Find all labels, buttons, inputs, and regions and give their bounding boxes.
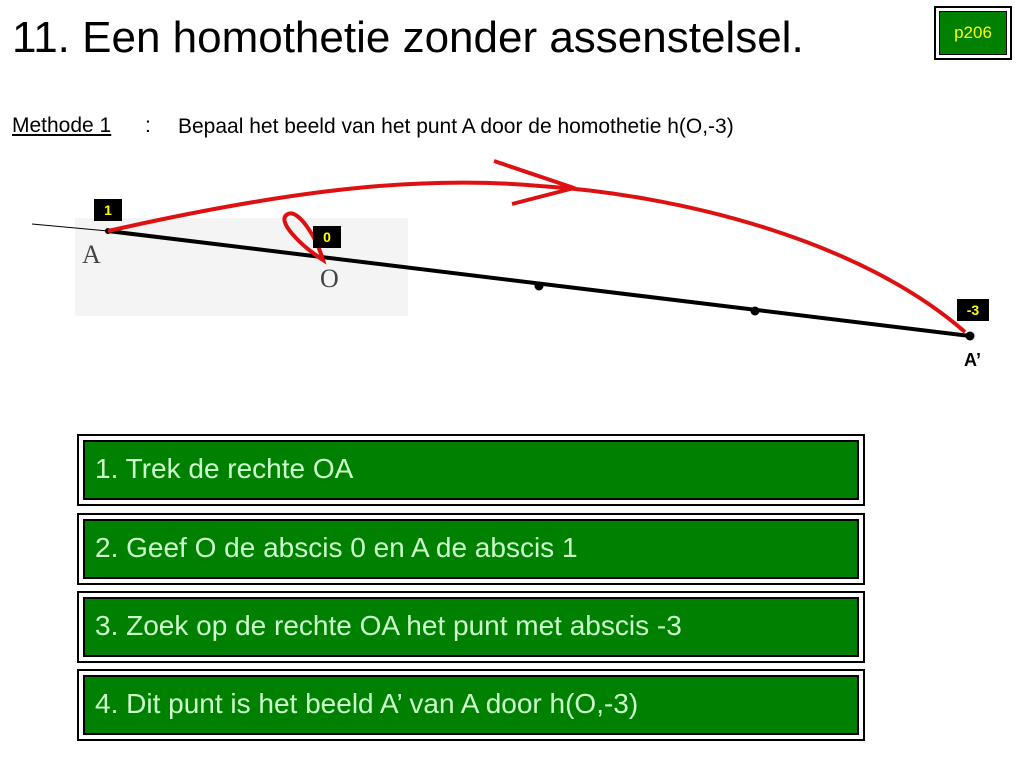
label-o: O [320, 264, 339, 293]
step-4-box [77, 669, 865, 741]
step-1-box [77, 434, 865, 506]
label-a: A [82, 240, 101, 269]
step-2-box [77, 513, 865, 585]
slide-title: 11. Een homothetie zonder assenstelsel. [12, 13, 804, 62]
step-4-text: 4. Dit punt is het beeld A’ van A door h(O,-3) [83, 675, 859, 735]
abscissa-tag-image: -3 [957, 299, 989, 321]
point-minus-1 [535, 282, 544, 291]
method-label: Methode 1 [12, 114, 112, 137]
abscissa-tag-o: 0 [313, 226, 341, 248]
line-extension [32, 224, 108, 231]
step-1-text: 1. Trek de rechte OA [83, 440, 859, 500]
point-a-prime [966, 332, 975, 341]
step-3-text: 3. Zoek op de rechte OA het punt met abscis -3 [83, 597, 859, 657]
label-a-prime: A’ [964, 350, 982, 370]
abscissa-tag-a: 1 [94, 199, 122, 221]
homothety-arc-arrow [108, 183, 965, 332]
step-3-box [77, 591, 865, 663]
method-colon: : [145, 114, 151, 137]
method-description: Bepaal het beeld van het punt A door de homothetie h(O,-3) [178, 115, 734, 138]
point-minus-2 [751, 307, 760, 316]
page-reference-text: p206 [939, 11, 1007, 55]
step-2-text: 2. Geef O de abscis 0 en A de abscis 1 [83, 519, 859, 579]
